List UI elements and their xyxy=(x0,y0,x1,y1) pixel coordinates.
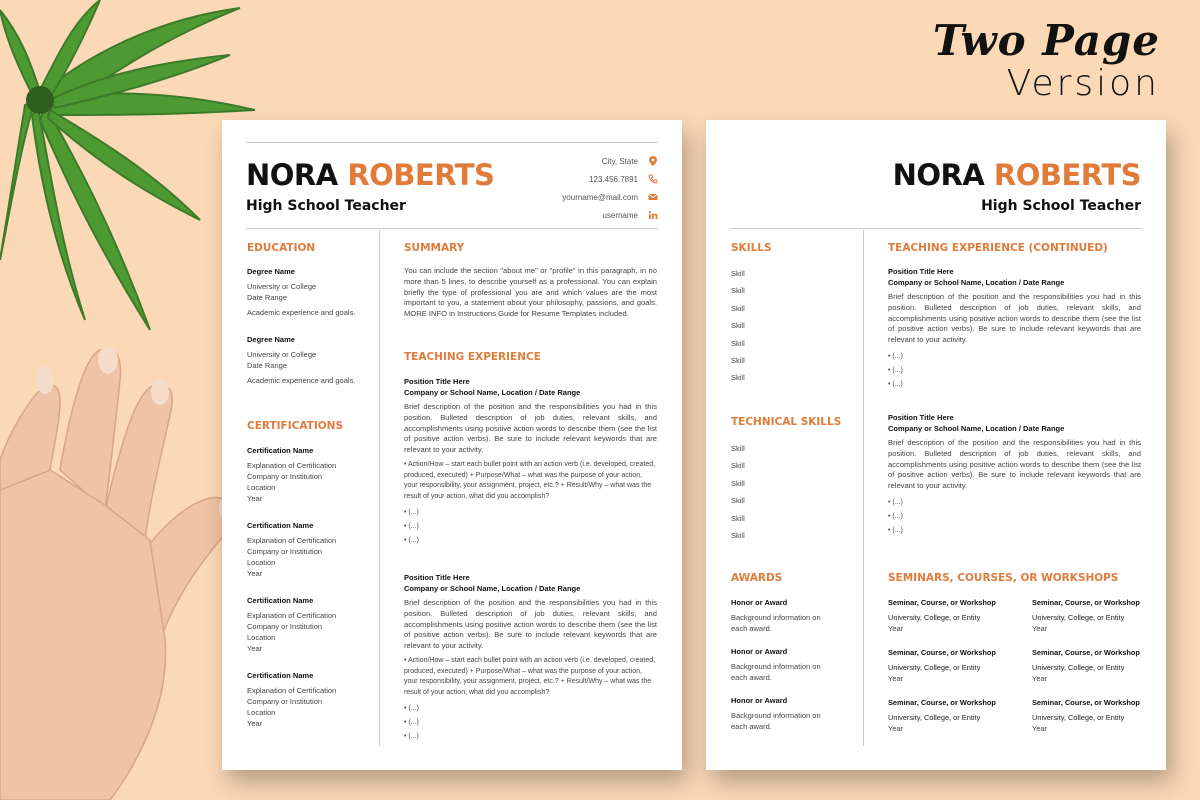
seminar-year: Year xyxy=(1032,674,1048,683)
certification-explanation: Explanation of Certification xyxy=(247,461,337,470)
technical-skills-heading: TECHNICAL SKILLS xyxy=(731,416,842,428)
seminar-title: Seminar, Course, or Workshop xyxy=(1032,648,1140,657)
seminar-org: University, College, or Entity xyxy=(888,713,981,722)
certifications-heading: CERTIFICATIONS xyxy=(247,420,344,432)
certification-name: Certification Name xyxy=(247,521,314,530)
date-range: Date Range xyxy=(247,361,288,370)
experience-job xyxy=(404,572,657,744)
seminar-year: Year xyxy=(888,674,904,683)
skill-item: Skill xyxy=(731,303,745,313)
degree-name: Degree Name xyxy=(247,335,295,344)
job-bullet: • (...) xyxy=(404,705,419,713)
seminar-item xyxy=(888,697,1032,734)
certification-year: Year xyxy=(247,644,263,653)
skill-item: Skill xyxy=(731,286,745,296)
certification-location: Location xyxy=(247,483,276,492)
seminar-title: Seminar, Course, or Workshop xyxy=(888,648,996,657)
seminar-year: Year xyxy=(888,724,904,733)
seminar-title: Seminar, Course, or Workshop xyxy=(888,698,996,707)
certification-explanation: Explanation of Certification xyxy=(247,536,337,545)
job-bullet: • (...) xyxy=(888,526,903,534)
job-description: Brief description of the position and the responsibilities you had in this position. Bulleted description of job duties, relevant skills, and accomplishments using positive action words to describe them (see the list of positive action verbs). Be sure to include relevant keywords that are relevant to your activity. xyxy=(888,292,1141,345)
skill-item: Skill xyxy=(731,338,745,348)
school-name: University or College xyxy=(247,282,317,291)
award-info: Background information on xyxy=(731,711,821,720)
certification-year: Year xyxy=(247,719,263,728)
technical-skill-item: Skill xyxy=(731,496,745,506)
job-bullet: • (...) xyxy=(888,512,903,520)
certification-name: Certification Name xyxy=(247,671,314,680)
award-info: each award. xyxy=(731,624,772,633)
education-heading: EDUCATION xyxy=(247,242,316,254)
certification-year: Year xyxy=(247,569,263,578)
seminar-title: Seminar, Course, or Workshop xyxy=(1032,598,1140,607)
degree-name: Degree Name xyxy=(247,267,295,276)
seminar-item xyxy=(888,647,1032,684)
award-info: Background information on xyxy=(731,662,821,671)
contact-phone xyxy=(498,170,658,188)
position-title: Position Title Here xyxy=(404,573,470,582)
email-icon xyxy=(648,192,658,202)
award-info: each award. xyxy=(731,722,772,731)
awards-list xyxy=(731,597,851,732)
contact-email xyxy=(498,188,658,206)
certification-name: Certification Name xyxy=(247,446,314,455)
summary-heading: SUMMARY xyxy=(404,242,465,254)
phone-icon xyxy=(648,174,658,184)
seminar-year: Year xyxy=(1032,624,1048,633)
technical-skills-list xyxy=(731,443,851,547)
skill-item: Skill xyxy=(731,373,745,383)
job-bullet-main: • Action/How – start each bullet point with an action verb (i.e. developed, created, produced, executed) + Purpose/What – what was the purpose of your action, your responsibility, your assignment, project, etc.? + Result/Why – what was the result of your action, what did you accomplish? xyxy=(404,656,656,696)
certification-location: Location xyxy=(247,708,276,717)
resume-page-two xyxy=(706,120,1166,770)
seminar-title: Seminar, Course, or Workshop xyxy=(888,598,996,607)
column-divider xyxy=(379,230,380,746)
award-title: Honor or Award xyxy=(731,647,788,656)
linkedin-text: username xyxy=(602,210,638,220)
job-bullet: • (...) xyxy=(404,523,419,531)
certification-location: Location xyxy=(247,558,276,567)
job-description: Brief description of the position and the responsibilities you had in this position. Bulleted description of job duties, relevant skills, and accomplishments using positive action words to describe them (see the list of positive action verbs). Be sure to include relevant keywords that are relevant to your activity. xyxy=(404,598,657,651)
certification-item xyxy=(247,520,372,579)
certification-name: Certification Name xyxy=(247,596,314,605)
seminar-item xyxy=(1032,597,1144,634)
certification-item xyxy=(247,595,372,654)
experience-job xyxy=(888,266,1141,392)
summary-text: You can include the section "about me" or "profile" in this paragraph, in no more than 5 lines, to describe yourself as a professional. You can explain briefly the type of professional you are and which values are the most important to you, a statement about your philosophy, passions, and goals. MORE INFO in Instructions Guide for Resume Templates included. xyxy=(404,266,657,319)
award-info: Background information on xyxy=(731,613,821,622)
skill-item: Skill xyxy=(731,269,745,278)
company-line: Company or School Name, Location / Date Range xyxy=(888,278,1065,287)
seminar-org: University, College, or Entity xyxy=(1032,663,1125,672)
top-divider xyxy=(246,142,658,143)
certification-issuer: Company or Institution xyxy=(247,472,323,481)
contact-location xyxy=(498,152,658,170)
job-description: Brief description of the position and the responsibilities you had in this position. Bulleted description of job duties, relevant skills, and accomplishments using positive action words to describe them (see the list of positive action verbs). Be sure to include relevant keywords that are relevant to your activity. xyxy=(404,402,657,455)
location-text: City, State xyxy=(601,156,638,166)
award-item xyxy=(731,695,851,732)
education-detail: Academic experience and goals. xyxy=(247,308,356,317)
award-title: Honor or Award xyxy=(731,696,788,705)
job-bullet: • (...) xyxy=(888,380,903,388)
location-pin-icon xyxy=(648,156,658,166)
seminars-heading: SEMINARS, COURSES, OR WORKSHOPS xyxy=(888,572,1119,584)
technical-skill-item: Skill xyxy=(731,513,745,523)
education-item xyxy=(247,266,372,318)
skills-heading: SKILLS xyxy=(731,242,772,254)
certification-explanation: Explanation of Certification xyxy=(247,611,337,620)
certification-issuer: Company or Institution xyxy=(247,547,323,556)
technical-skill-item: Skill xyxy=(731,461,745,471)
seminar-item xyxy=(888,597,1032,634)
contact-linkedin xyxy=(498,206,658,224)
education-list xyxy=(247,266,372,386)
certification-issuer: Company or Institution xyxy=(247,622,323,631)
candidate-name xyxy=(893,158,1141,192)
banner-subtitle: Version xyxy=(1006,63,1160,104)
company-line: Company or School Name, Location / Date Range xyxy=(404,584,581,593)
job-bullet-main: • Action/How – start each bullet point with an action verb (i.e. developed, created, produced, executed) + Purpose/What – what was the purpose of your action, your responsibility, your assignment, project, etc.? + Result/Why – what was the result of your action, what did you accomplish? xyxy=(404,460,656,500)
seminar-org: University, College, or Entity xyxy=(1032,613,1125,622)
position-title: Position Title Here xyxy=(888,267,954,276)
seminar-org: University, College, or Entity xyxy=(888,663,981,672)
linkedin-icon xyxy=(648,210,658,220)
awards-heading: AWARDS xyxy=(731,572,783,584)
technical-skill-item: Skill xyxy=(731,530,745,540)
school-name: University or College xyxy=(247,350,317,359)
job-title: High School Teacher xyxy=(246,198,406,214)
company-line: Company or School Name, Location / Date Range xyxy=(404,388,581,397)
experience-job xyxy=(888,412,1141,538)
email-text: yourname@mail.com xyxy=(562,192,638,202)
first-name: NORA xyxy=(892,158,985,192)
job-bullet: • (...) xyxy=(404,509,419,517)
seminar-title: Seminar, Course, or Workshop xyxy=(1032,698,1140,707)
education-detail: Academic experience and goals. xyxy=(247,376,356,385)
header-divider xyxy=(246,228,658,229)
certification-location: Location xyxy=(247,633,276,642)
skill-item: Skill xyxy=(731,321,745,331)
seminar-org: University, College, or Entity xyxy=(888,613,981,622)
version-banner xyxy=(920,18,1160,104)
award-item xyxy=(731,597,851,634)
job-description: Brief description of the position and the responsibilities you had in this position. Bulleted description of job duties, relevant skills, and accomplishments using positive action words to describe them (see the list of positive action verbs). Be sure to include relevant keywords that are relevant to your activity. xyxy=(888,438,1141,491)
job-bullet: • (...) xyxy=(404,537,419,545)
skill-item: Skill xyxy=(731,355,745,365)
position-title: Position Title Here xyxy=(888,413,954,422)
resume-page-one xyxy=(222,120,682,770)
seminar-year: Year xyxy=(888,624,904,633)
technical-skill-item: Skill xyxy=(731,444,745,453)
job-bullet: • (...) xyxy=(404,719,419,727)
seminar-item xyxy=(1032,647,1144,684)
certification-year: Year xyxy=(247,494,263,503)
experience-continued-heading: TEACHING EXPERIENCE (CONTINUED) xyxy=(888,242,1108,254)
last-name: ROBERTS xyxy=(347,158,495,192)
banner-title: Two Page xyxy=(932,16,1160,65)
first-name: NORA xyxy=(246,158,338,192)
certification-item xyxy=(247,445,372,504)
skills-list xyxy=(731,268,851,390)
contact-block xyxy=(498,152,658,224)
date-range: Date Range xyxy=(247,293,288,302)
position-title: Position Title Here xyxy=(404,377,470,386)
award-info: each award. xyxy=(731,673,772,682)
seminars-grid xyxy=(888,597,1144,734)
company-line: Company or School Name, Location / Date Range xyxy=(888,424,1065,433)
award-item xyxy=(731,646,851,683)
seminar-org: University, College, or Entity xyxy=(1032,713,1125,722)
experience-heading: TEACHING EXPERIENCE xyxy=(404,351,541,363)
job-title: High School Teacher xyxy=(981,198,1141,214)
education-item xyxy=(247,334,372,386)
award-title: Honor or Award xyxy=(731,598,788,607)
last-name: ROBERTS xyxy=(993,158,1141,192)
job-bullet: • (...) xyxy=(888,366,903,374)
certification-issuer: Company or Institution xyxy=(247,697,323,706)
experience-job xyxy=(404,376,657,548)
job-bullet: • (...) xyxy=(404,733,419,741)
seminar-item xyxy=(1032,697,1144,734)
technical-skill-item: Skill xyxy=(731,478,745,488)
certification-explanation: Explanation of Certification xyxy=(247,686,337,695)
certification-item xyxy=(247,670,372,729)
certifications-list xyxy=(247,445,372,729)
candidate-name xyxy=(246,158,494,192)
column-divider xyxy=(863,230,864,746)
seminar-year: Year xyxy=(1032,724,1048,733)
header-divider xyxy=(730,228,1142,229)
job-bullet: • (...) xyxy=(888,498,903,506)
hand-image xyxy=(0,340,250,800)
job-bullet: • (...) xyxy=(888,352,903,360)
phone-text: 123.456.7891 xyxy=(589,174,638,184)
